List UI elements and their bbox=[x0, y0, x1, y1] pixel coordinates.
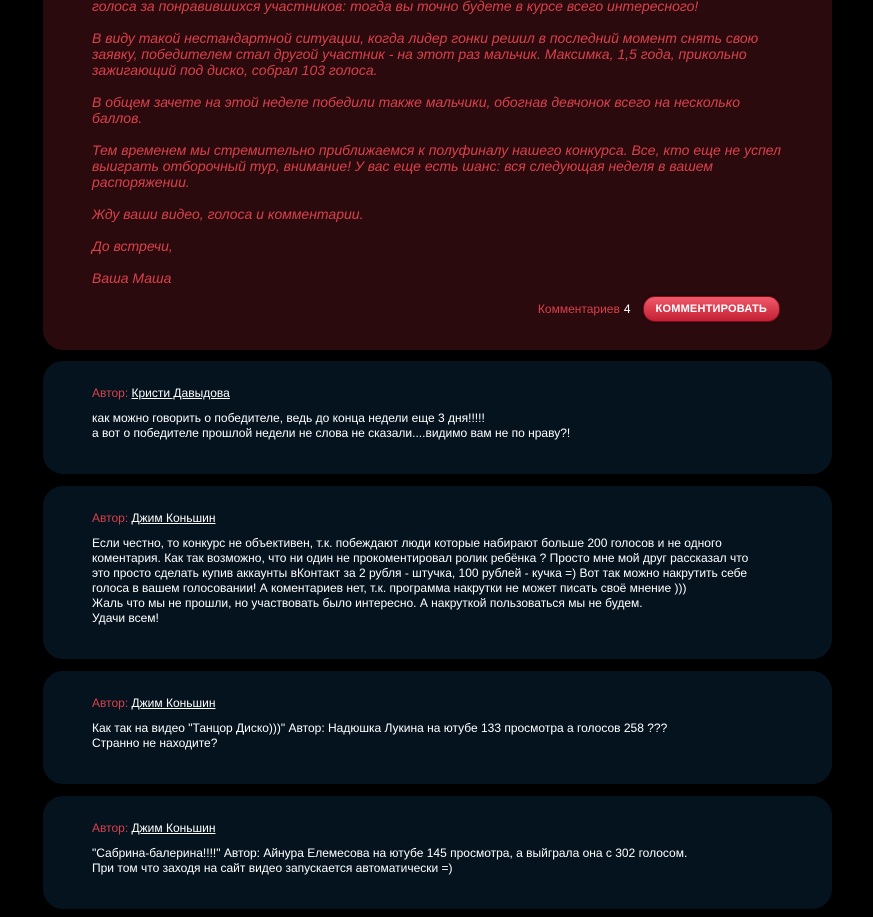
comment-text bbox=[92, 411, 792, 441]
comment-line: голоса в вашем голосовании! А коментариев нет, т.к. программа накрутки не может писать своё мнение ))) bbox=[92, 581, 687, 595]
post-footer bbox=[538, 296, 780, 322]
author-label: Автор: bbox=[92, 511, 129, 525]
author-link[interactable]: Кристи Давыдова bbox=[131, 386, 230, 400]
comment-line: коментария. Как так возможно, что ни один не прокоментировал ролик ребёнка ? Просто мне мой друг рассказал что bbox=[92, 551, 749, 565]
comment-author-line bbox=[92, 696, 792, 710]
comment-button[interactable]: КОММЕНТИРОВАТЬ bbox=[643, 296, 780, 322]
comment-card bbox=[43, 361, 832, 474]
comments-count-label: Комментариев bbox=[537, 302, 620, 316]
comment-author-line bbox=[92, 821, 792, 835]
author-link[interactable]: Джим Коньшин bbox=[131, 696, 216, 710]
comment-line: как можно говорить о победителе, ведь до конца недели еще 3 дня!!!!! bbox=[92, 411, 485, 425]
post-text bbox=[92, 0, 792, 286]
comment-line: а вот о победителе прошлой недели не слова не сказали....видимо вам не по нраву?! bbox=[92, 426, 571, 440]
comment-card bbox=[43, 796, 832, 909]
post-box bbox=[43, 0, 832, 350]
comment-text bbox=[92, 721, 792, 751]
comment-line: При том что заходя на сайт видео запускается автоматически =) bbox=[92, 861, 453, 875]
comment-text bbox=[92, 536, 792, 626]
author-label: Автор: bbox=[92, 386, 129, 400]
post-paragraph: голоса за понравившихся участников: тогда вы точно будете в курсе всего интересного! bbox=[92, 0, 699, 14]
comment-card bbox=[43, 486, 832, 659]
author-link[interactable]: Джим Коньшин bbox=[131, 511, 216, 525]
post-paragraph: Жду ваши видео, голоса и комментарии. bbox=[92, 206, 364, 222]
post-signature: Ваша Маша bbox=[92, 270, 172, 286]
comment-body bbox=[92, 511, 792, 626]
comment-line: Странно не находите? bbox=[92, 736, 218, 750]
comment-line: Как так на видео "Танцор Диско)))" Автор: Надюшка Лукина на ютубе 133 просмотра а голосов 258 ??? bbox=[92, 721, 668, 735]
comment-body bbox=[92, 696, 792, 751]
post-paragraph: В общем зачете на этой неделе победили также мальчики, обогнав девчонок всего на несколько баллов. bbox=[92, 94, 741, 126]
comment-line: Если честно, то конкурс не объективен, т.к. побеждают люди которые набирают больше 200 голосов и не одного bbox=[92, 536, 722, 550]
comment-text bbox=[92, 846, 792, 876]
comment-line: это просто сделать купив аккаунты вКонтакт за 2 рубля - штучка, 100 рублей - кучка =) Вот так можно накрутить себе bbox=[92, 566, 748, 580]
comment-line: Удачи всем! bbox=[92, 611, 159, 625]
author-label: Автор: bbox=[92, 821, 129, 835]
post-paragraph: В виду такой нестандартной ситуации, когда лидер гонки решил в последний момент снять свою заявку, победителем стал другой участник - на этот раз мальчик. Максимка, 1,5 года, прикольно зажигающий под диско, собрал 103 голоса. bbox=[92, 30, 759, 78]
comment-author-line bbox=[92, 511, 792, 525]
comment-body bbox=[92, 386, 792, 441]
comment-line: Жаль что мы не прошли, но участвовать было интересно. А накруткой пользоваться мы не будем. bbox=[92, 596, 643, 610]
author-label: Автор: bbox=[92, 696, 129, 710]
comments-count[interactable] bbox=[538, 302, 631, 316]
post-paragraph: До встречи, bbox=[92, 238, 173, 254]
author-link[interactable]: Джим Коньшин bbox=[131, 821, 216, 835]
comment-author-line bbox=[92, 386, 792, 400]
comment-card bbox=[43, 671, 832, 784]
comment-line: "Сабрина-балерина!!!!" Автор: Айнура Елемесова на ютубе 145 просмотра, а выйграла она с 302 голосом. bbox=[92, 846, 688, 860]
comments-count-number: 4 bbox=[623, 302, 631, 316]
comment-body bbox=[92, 821, 792, 876]
post-paragraph: Тем временем мы стремительно приближаемся к полуфиналу нашего конкурса. Все, кто еще не успел выиграть отборочный тур, внимание! У вас еще есть шанс: вся следующая неделя в вашем распоряжении. bbox=[92, 142, 782, 190]
